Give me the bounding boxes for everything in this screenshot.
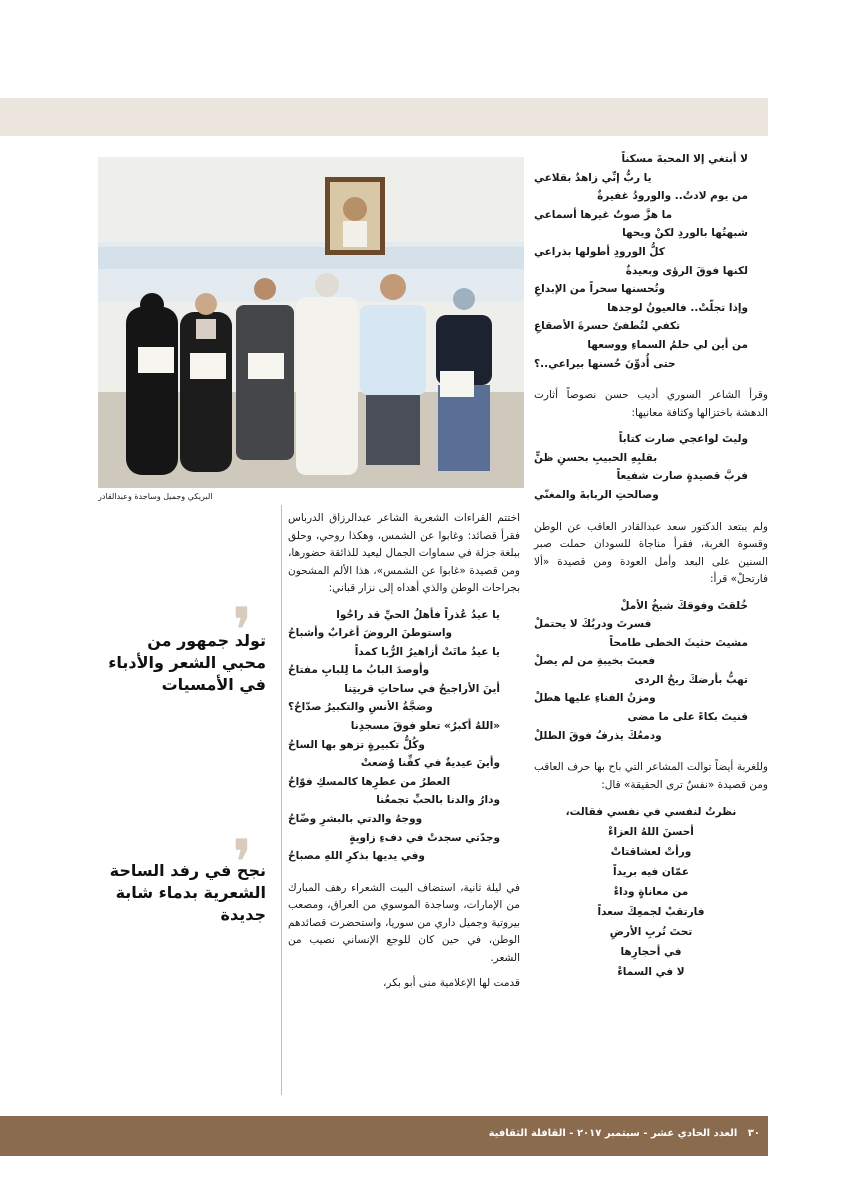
verse-line: وأينَ عيديةٌ في كفِّنا وُضعتْ xyxy=(360,757,500,770)
footer-info xyxy=(470,1128,760,1139)
verse-line: لكنها فوقَ الرؤى وبعيدةٌ xyxy=(625,264,748,277)
verse-line: ورأتْ لعشاقتاتْ xyxy=(610,846,692,859)
page-number: ٣٠ xyxy=(747,1128,760,1139)
verse-line: لا أبتغي إلا المحبةَ مسكناً xyxy=(621,153,748,165)
paragraph: وللغربة أيضاً توالت المشاعر التي باح بها حرف العاقب ومن قصيدة «نفسٌ ترى الحقيقة» قال: xyxy=(534,761,768,791)
verse-line: وأوصدَ البابُ ما لِلبابِ مفتاحُ xyxy=(288,664,430,677)
quote-mark-icon: ❜ xyxy=(232,827,253,901)
verse-line: وكُلُّ تكبيرةٍ تزهو بها الساحُ xyxy=(288,738,425,751)
verse-line: ودمعُكَ يذرفُ فوقَ الطللْ xyxy=(534,729,662,742)
poem-verses-3 xyxy=(534,597,768,746)
paragraph: في ليلة ثانية، استضاف البيت الشعراء رهف المبارك من الإمارات، وساجدة الموسوي من العراق، ومصعب بيروتية وجميل داري من سوريا، واستحضرت قصائدهم الوطن، في حين كان للوجع الإنساني نصيب من الشعر. xyxy=(288,881,520,964)
verse-line: وتُحسنها سحراً من الإبداعِ xyxy=(534,283,666,296)
verse-line: تكفي لتُطفئَ حسرةَ الأصقاعِ xyxy=(534,320,681,333)
poem-verses-mid xyxy=(288,606,520,866)
verse-line: نظرتُ لنفسي في نفسي فقالت، xyxy=(565,806,737,819)
verse-line: وجدّتي سجدتْ في دفءِ زاويةٍ xyxy=(349,831,500,844)
magazine-name: القافلة الثقافية xyxy=(488,1128,566,1139)
verse-line: أحسنَ اللهُ العزاءْ xyxy=(608,826,694,839)
paragraph: وقرأ الشاعر السوري أديب حسن نصوصاً أثارت الدهشة باختزالها وكثافة معانيها: xyxy=(534,389,768,419)
verse-line: ووجهُ والدتي بالبشرِ وضّاحُ xyxy=(288,813,423,826)
verse-line: في أحجارِها xyxy=(620,946,682,959)
verse-line: بقلبِهِ الحبيبِ بحسنِ ظنٍّ xyxy=(534,451,658,464)
issue-label: العدد الحادي عشر - سبتمبر ٢٠١٧ - xyxy=(569,1128,738,1139)
verse-line: وضجَّةُ الأنسِ والتكبيرُ صدّاحُ؟ xyxy=(288,701,433,714)
verse-line: واستوطنَ الروضَ أغرابٌ وأشباحُ xyxy=(288,627,453,640)
verse-line: لا في السماءْ xyxy=(617,966,685,979)
verse-line: وإذا تجلّتْ.. فالعيونُ لوجدها xyxy=(607,301,748,314)
verse-line: تحتَ تُربِ الأرضِ xyxy=(609,926,693,939)
verse-line: عمّان فيه بريداً xyxy=(612,866,690,879)
verse-line: من أين لي حلمُ السماءِ ووسعها xyxy=(587,338,748,351)
verse-line: مشيتَ حثيثَ الخطى طامحاً xyxy=(609,636,748,649)
verse-line: خُلقتَ وفوقكَ شيخُ الأملْ xyxy=(620,599,748,612)
caption-text: البريكي وجميل وساجدة وعبدالقادر xyxy=(98,492,213,501)
poem-verses-4 xyxy=(534,802,768,982)
verse-line: يا عيدُ ماتَتْ أزاهيرُ الرُّبا كمداً xyxy=(354,645,500,658)
verse-line: وفي يديها بذكرِ اللهِ مصباحُ xyxy=(288,850,425,863)
paragraph: ولم يبتعد الدكتور سعد عبدالقادر العاقب عن الوطن وقسوة الغربة، فقرأ مناجاة للسودان حملت صبر السنين على البعد وأمل العودة ومن قصيدة «ألا فارتحلْ» قرأ: xyxy=(534,520,768,585)
pull-quote-1: تولد جمهور من محبي الشعر والأدباء في الأمسيات xyxy=(108,631,266,694)
verse-line: وليتَ لواعجي صارت كتاباً xyxy=(618,433,748,446)
verse-line: ودارُ والدنا بالحبِّ تجمعُنا xyxy=(376,794,500,807)
verse-line: شبهتُها بالوردِ لكنْ ويحها xyxy=(622,227,748,240)
verse-line: «اللهُ أكبرُ» تعلو فوقَ مسجدِنا xyxy=(350,720,500,733)
verse-line: يا ربُّ إنِّي زاهدٌ بقلاعي xyxy=(534,171,652,184)
paragraph: اختتم القراءات الشعرية الشاعر عبدالرزاق الدرباس فقرأ قصائد: وغابوا عن الشمس، وهكذا روحي، وحلق ببلغة جزلة في سماوات الجمال ليعيد للذائقة حضورها، ومن قصيدة «غابوا عن الشمس»، هذا الألم المشحون بجراحات الوطن والذي أهداه إلى نزار قباني: xyxy=(288,512,520,594)
verse-line: من معاناةٍ وداءْ xyxy=(613,886,689,899)
verse-line: ومزنُ الفناءِ عليها هطلْ xyxy=(534,692,656,705)
verse-line: يا عيدُ عُذراً فأهلُ الحيِّ قد راحُوا xyxy=(336,608,500,621)
verse-line: فربَّ قصيدةٍ صارت شفيعاً xyxy=(616,470,748,483)
verse-line: فنيتَ بكاءً على ما مضى xyxy=(627,711,748,724)
verse-line: العطرُ من عطرِها كالمسكِ فوّاحُ xyxy=(288,775,451,788)
verse-line: من يوم لادتُ.. والورودُ غفيرةٌ xyxy=(597,190,748,203)
paragraph: قدمت لها الإعلامية منى أبو بكر، xyxy=(383,977,520,990)
verse-line: تهبُّ بأرضكَ ريحُ الردى xyxy=(634,673,748,686)
verse-line: حتى أُدوِّنَ حُسنها بيراعي..؟ xyxy=(534,357,676,370)
verse-line: فعبتَ بخيبةِ من لم يصلْ xyxy=(534,655,656,668)
verse-line: فسرتَ ودربُكَ لا يحتملْ xyxy=(534,618,652,631)
photo-caption xyxy=(98,492,524,501)
right-column xyxy=(534,150,768,982)
quote-mark-icon: ❜ xyxy=(232,595,253,669)
middle-column xyxy=(288,510,520,1001)
column-divider xyxy=(281,505,282,1095)
poem-verses-1 xyxy=(534,150,768,373)
poem-verses-2 xyxy=(534,430,768,504)
event-photo xyxy=(98,157,524,488)
verse-line: ما هزَّ صوتٌ غيرها أسماعي xyxy=(534,208,673,221)
verse-line: فارتقبْ لجمعِكَ سعداً xyxy=(597,906,705,919)
verse-line: أينَ الأراجيحُ في ساحاتِ قريتِنا xyxy=(344,682,500,695)
header-band xyxy=(0,98,768,136)
verse-line: كلُّ الورودِ أطولها بذراعي xyxy=(534,245,665,258)
pull-quote-2: نجح في رفد الساحة الشعرية بدماء شابة جديدة xyxy=(109,861,266,924)
verse-line: وصالحتِ الربابةَ والمغنّي xyxy=(534,488,659,501)
